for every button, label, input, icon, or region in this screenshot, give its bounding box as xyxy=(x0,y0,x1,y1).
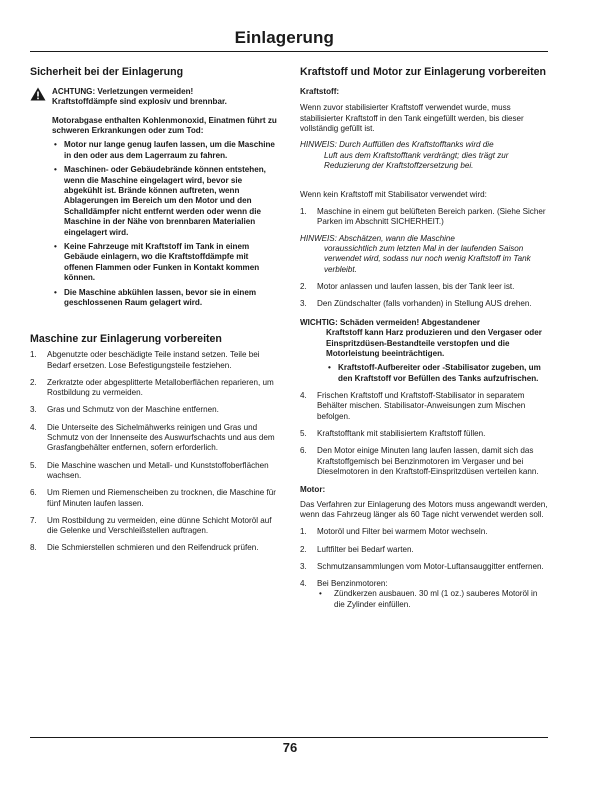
list-item: 6. Um Riemen und Riemenscheiben zu trocknen, die Maschine für fünf Minuten laufen lassen. xyxy=(30,488,276,508)
bullet-icon: • xyxy=(54,242,57,252)
list-item: 2. Zerkratzte oder abgesplitterte Metalloberflächen reparieren, um Rostbildung zu vermeiden. xyxy=(30,377,274,398)
list-item: • Keine Fahrzeuge mit Kraftstoff im Tank in einem Gebäude einlagern, wo die Kraftstoffdämpfe mit offenen Flammen oder Funken in Kontakt kommen können. xyxy=(54,242,260,283)
list-item: • Die Maschine abkühlen lassen, bevor sie in einem geschlossenen Raum gelagert wird. xyxy=(54,287,257,308)
list-item: 4. Die Unterseite des Sichelmähwerks reinigen und Gras und Schmutz von der Innenseite des Auswurfschachts und aus dem Grasfangbehälter entfernen, sofern erforderlich. xyxy=(30,422,275,453)
list-item: • Motor nur lange genug laufen lassen, um die Maschine in den oder aus dem Lagerraum zu fahren. xyxy=(54,140,275,160)
bullet-icon: • xyxy=(54,140,57,150)
left-column xyxy=(30,66,277,554)
hint-fuel-tank: HINWEIS: Durch Auffüllen des Kraftstofftanks wird die Luft aus dem Kraftstofftank verdrängt; dies trägt zur Reduzierung der Kraftstoffzersetzung bei. xyxy=(300,140,509,171)
safety-heading: Sicherheit bei der Einlagerung xyxy=(30,66,184,78)
list-item: 2. Luftfilter bei Bedarf warten. xyxy=(300,544,414,554)
bullet-icon: • xyxy=(54,287,57,297)
warning-bullet-list xyxy=(52,140,277,308)
list-item: 5. Die Maschine waschen und Metall- und Kunststoffoberflächen wachsen. xyxy=(30,460,269,480)
list-item: 7. Um Rostbildung zu vermeiden, eine dünne Schicht Motoröl auf die Gelenke und Verschleißstellen auftragen. xyxy=(30,515,272,536)
fuel-steps-list-a xyxy=(300,207,549,228)
title-divider xyxy=(30,51,548,52)
list-item: • Kraftstoff-Aufbereiter oder -Stabilisator zugeben, um den Kraftstoff vor Befüllen des Tanks aufzufrischen. xyxy=(328,363,541,383)
motor-steps-list xyxy=(300,527,549,610)
right-column xyxy=(300,66,549,610)
motor-subheading: Motor: xyxy=(300,485,326,495)
page-number: 76 xyxy=(282,740,298,755)
bullet-icon: • xyxy=(328,363,331,373)
no-stabilizer-paragraph: Wenn kein Kraftstoff mit Stabilisator verwendet wird: xyxy=(300,189,487,199)
bullet-icon: • xyxy=(54,165,57,175)
list-item: • Maschinen- oder Gebäudebrände können entstehen, wenn die Maschine eingelagert wird, bevor sie abgekühlt ist. Brände können auftreten, wenn Ablagerungen im Bereich um den Motor und den Schalldämpfer nicht entfernt werden oder wenn die Maschine in der Nähe von brennbaren Materialien eingelagert wird. xyxy=(54,165,266,237)
bullet-icon: • xyxy=(319,589,322,599)
important-notice: WICHTIG: Schäden vermeiden! Abgestandener Kraftstoff kann Harz produzieren und den Vergaser oder Einspritzdüsen-Bestandteile verstopfen und die Motorleistung beeinträchtigen. • Kraftstoff-Aufbereiter oder -Stabilisator zugeben, um den Kraftstoff vor Befüllen des Tanks aufzufrischen. xyxy=(300,318,549,384)
list-item: 1. Abgenutzte oder beschädigte Teile instand setzen. Teile bei Bedarf ersetzen. Lose Befestigungsteile festziehen. xyxy=(30,350,260,370)
list-item: 1. Maschine in einem gut belüfteten Bereich parken. (Siehe Sicher Parken im Abschnitt SICHERHEIT.) xyxy=(300,206,546,227)
footer-divider xyxy=(30,737,548,738)
fuel-engine-heading: Kraftstoff und Motor zur Einlagerung vorbereiten xyxy=(300,66,547,78)
page-title: Einlagerung xyxy=(234,28,334,47)
warning-paragraph: Motorabgase enthalten Kohlenmonoxid, Einatmen führt zu schweren Erkrankungen oder zum Tod: xyxy=(52,115,277,136)
list-item: 3. Gras und Schmutz von der Maschine entfernen. xyxy=(30,405,219,415)
prep-steps-list xyxy=(30,350,277,554)
prep-heading: Maschine zur Einlagerung vorbereiten xyxy=(30,332,222,345)
list-item: 4. Frischen Kraftstoff und Kraftstoff-Stabilisator in separatem Behälter mischen. Stabilisator-Anweisungen zum Mischen befolgen. xyxy=(300,390,526,421)
fuel-steps-list-c xyxy=(300,391,549,477)
fuel-steps-list-b xyxy=(300,282,549,310)
motor-paragraph: Das Verfahren zur Einlagerung des Motors muss angewandt werden, wenn das Fahrzeug länger als 60 Tage nicht verwendet werden soll. xyxy=(300,499,548,520)
important-bullet-list xyxy=(300,363,549,384)
warning-block xyxy=(30,87,277,309)
list-item: 3. Schmutzansammlungen vom Motor-Luftansauggitter entfernen. xyxy=(300,561,544,571)
list-item: 3. Den Zündschalter (falls vorhanden) in Stellung AUS drehen. xyxy=(300,299,532,309)
warning-triangle-icon xyxy=(30,87,46,101)
fuel-paragraph: Wenn zuvor stabilisierter Kraftstoff verwendet wurde, muss stabilisierter Kraftstoff in den Tank eingefüllt werden, bis dieser vollständig gefüllt ist. xyxy=(300,103,524,134)
fuel-subheading: Kraftstoff: xyxy=(300,86,340,96)
hint-last-use: HINWEIS: Abschätzen, wann die Maschine voraussichtlich zum letzten Mal in der laufenden Saison verwendet wird, sodass nur noch wenig Kraftstoff im Tank verbleibt. xyxy=(300,233,531,274)
list-item: 8. Die Schmierstellen schmieren und den Reifendruck prüfen. xyxy=(30,543,259,553)
motor-step4-bullets xyxy=(317,589,549,610)
list-item: 2. Motor anlassen und laufen lassen, bis der Tank leer ist. xyxy=(300,282,515,292)
warning-line1: ACHTUNG: Verletzungen vermeiden! xyxy=(52,86,194,96)
list-item: 5. Kraftstofftank mit stabilisiertem Kraftstoff füllen. xyxy=(300,428,486,438)
list-item: 6. Den Motor einige Minuten lang laufen lassen, damit sich das Kraftstoffgemisch bei Benzinmotoren im Vergaser und bei Dieselmotoren in den Kraftstoff-Einspritzdüsen verteilen kann. xyxy=(300,446,539,476)
warning-line2: Kraftstoffdämpfe sind explosiv und brennbar. xyxy=(52,97,227,107)
list-item: 1. Motoröl und Filter bei warmem Motor wechseln. xyxy=(300,527,488,537)
list-item: 4. Bei Benzinmotoren: • Zündkerzen ausbauen. 30 ml (1 oz.) sauberes Motoröl in die Zylinder einfüllen. xyxy=(300,579,549,610)
list-item: • Zündkerzen ausbauen. 30 ml (1 oz.) sauberes Motoröl in die Zylinder einfüllen. xyxy=(319,589,538,609)
